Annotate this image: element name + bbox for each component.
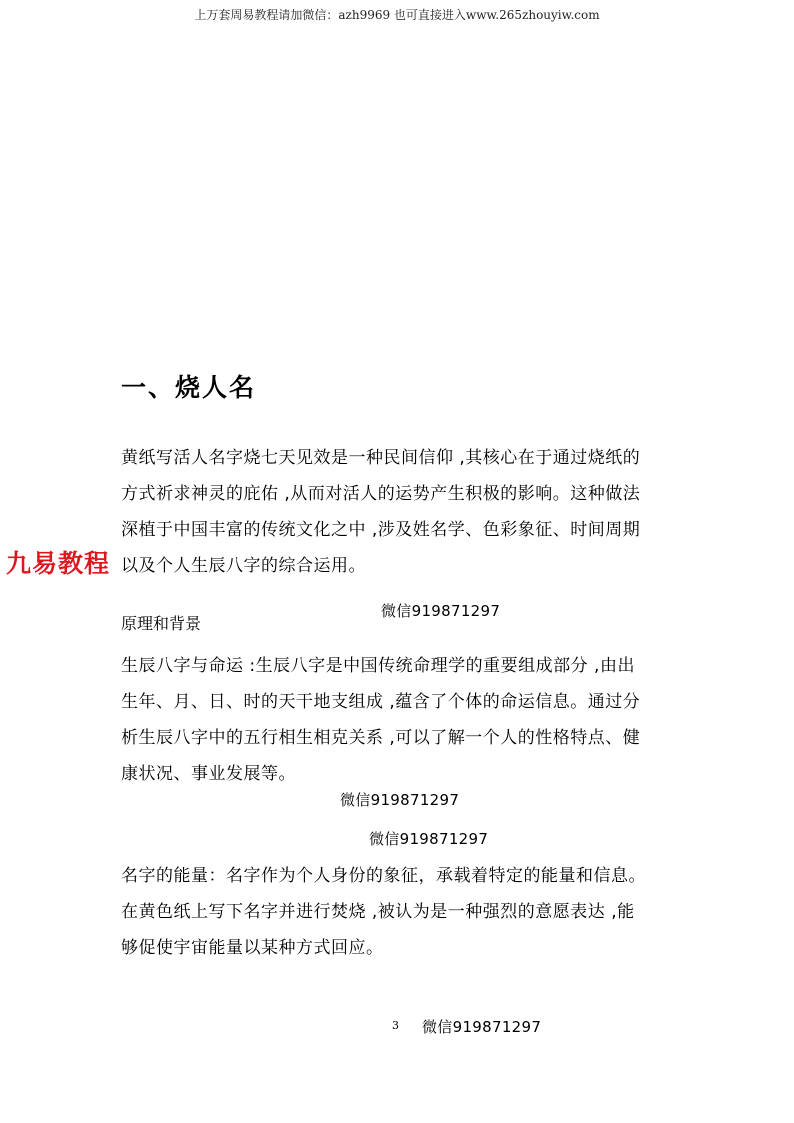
wechat-note: 微信919871297	[422, 1018, 542, 1036]
text-line: 深植于中国丰富的传统文化之中 ,涉及姓名学、色彩象征、时间周期	[121, 520, 641, 540]
text-line: 康状况、事业发展等。	[121, 764, 296, 784]
section-heading: 一、烧人名	[121, 373, 257, 402]
wechat-note: 微信919871297	[340, 791, 460, 809]
text-line: 析生辰八字中的五行相生相克关系 ,可以了解一个人的性格特点、健	[121, 728, 641, 748]
text-line: 黄纸写活人名字烧七天见效是一种民间信仰 ,其核心在于通过烧纸的	[121, 448, 641, 468]
text-line: 方式祈求神灵的庇佑 ,从而对活人的运势产生积极的影响。这种做法	[121, 484, 641, 504]
text-line: 生年、月、日、时的天干地支组成 ,蕴含了个体的命运信息。通过分	[121, 692, 641, 712]
bazi-paragraph	[121, 648, 701, 792]
red-watermark: 九易教程	[6, 549, 111, 578]
intro-paragraph	[121, 440, 701, 584]
wechat-note: 微信919871297	[369, 830, 489, 848]
text-line: 名字的能量：名字作为个人身份的象征，承载着特定的能量和信息。	[121, 866, 646, 886]
name-paragraph	[121, 858, 721, 966]
page-number: 3	[392, 1019, 399, 1032]
wechat-note: 微信919871297	[381, 602, 501, 620]
text-line: 够促使宇宙能量以某种方式回应。	[121, 938, 384, 958]
text-line: 生辰八字与命运 :生辰八字是中国传统命理学的重要组成部分 ,由出	[121, 656, 635, 676]
text-line: 在黄色纸上写下名字并进行焚烧 ,被认为是一种强烈的意愿表达 ,能	[121, 902, 635, 922]
page-header: 上万套周易教程请加微信：azh9969 也可直接进入www.265zhouyiw.com	[194, 8, 600, 22]
subheading: 原理和背景	[121, 614, 202, 633]
text-line: 以及个人生辰八字的综合运用。	[121, 556, 366, 576]
